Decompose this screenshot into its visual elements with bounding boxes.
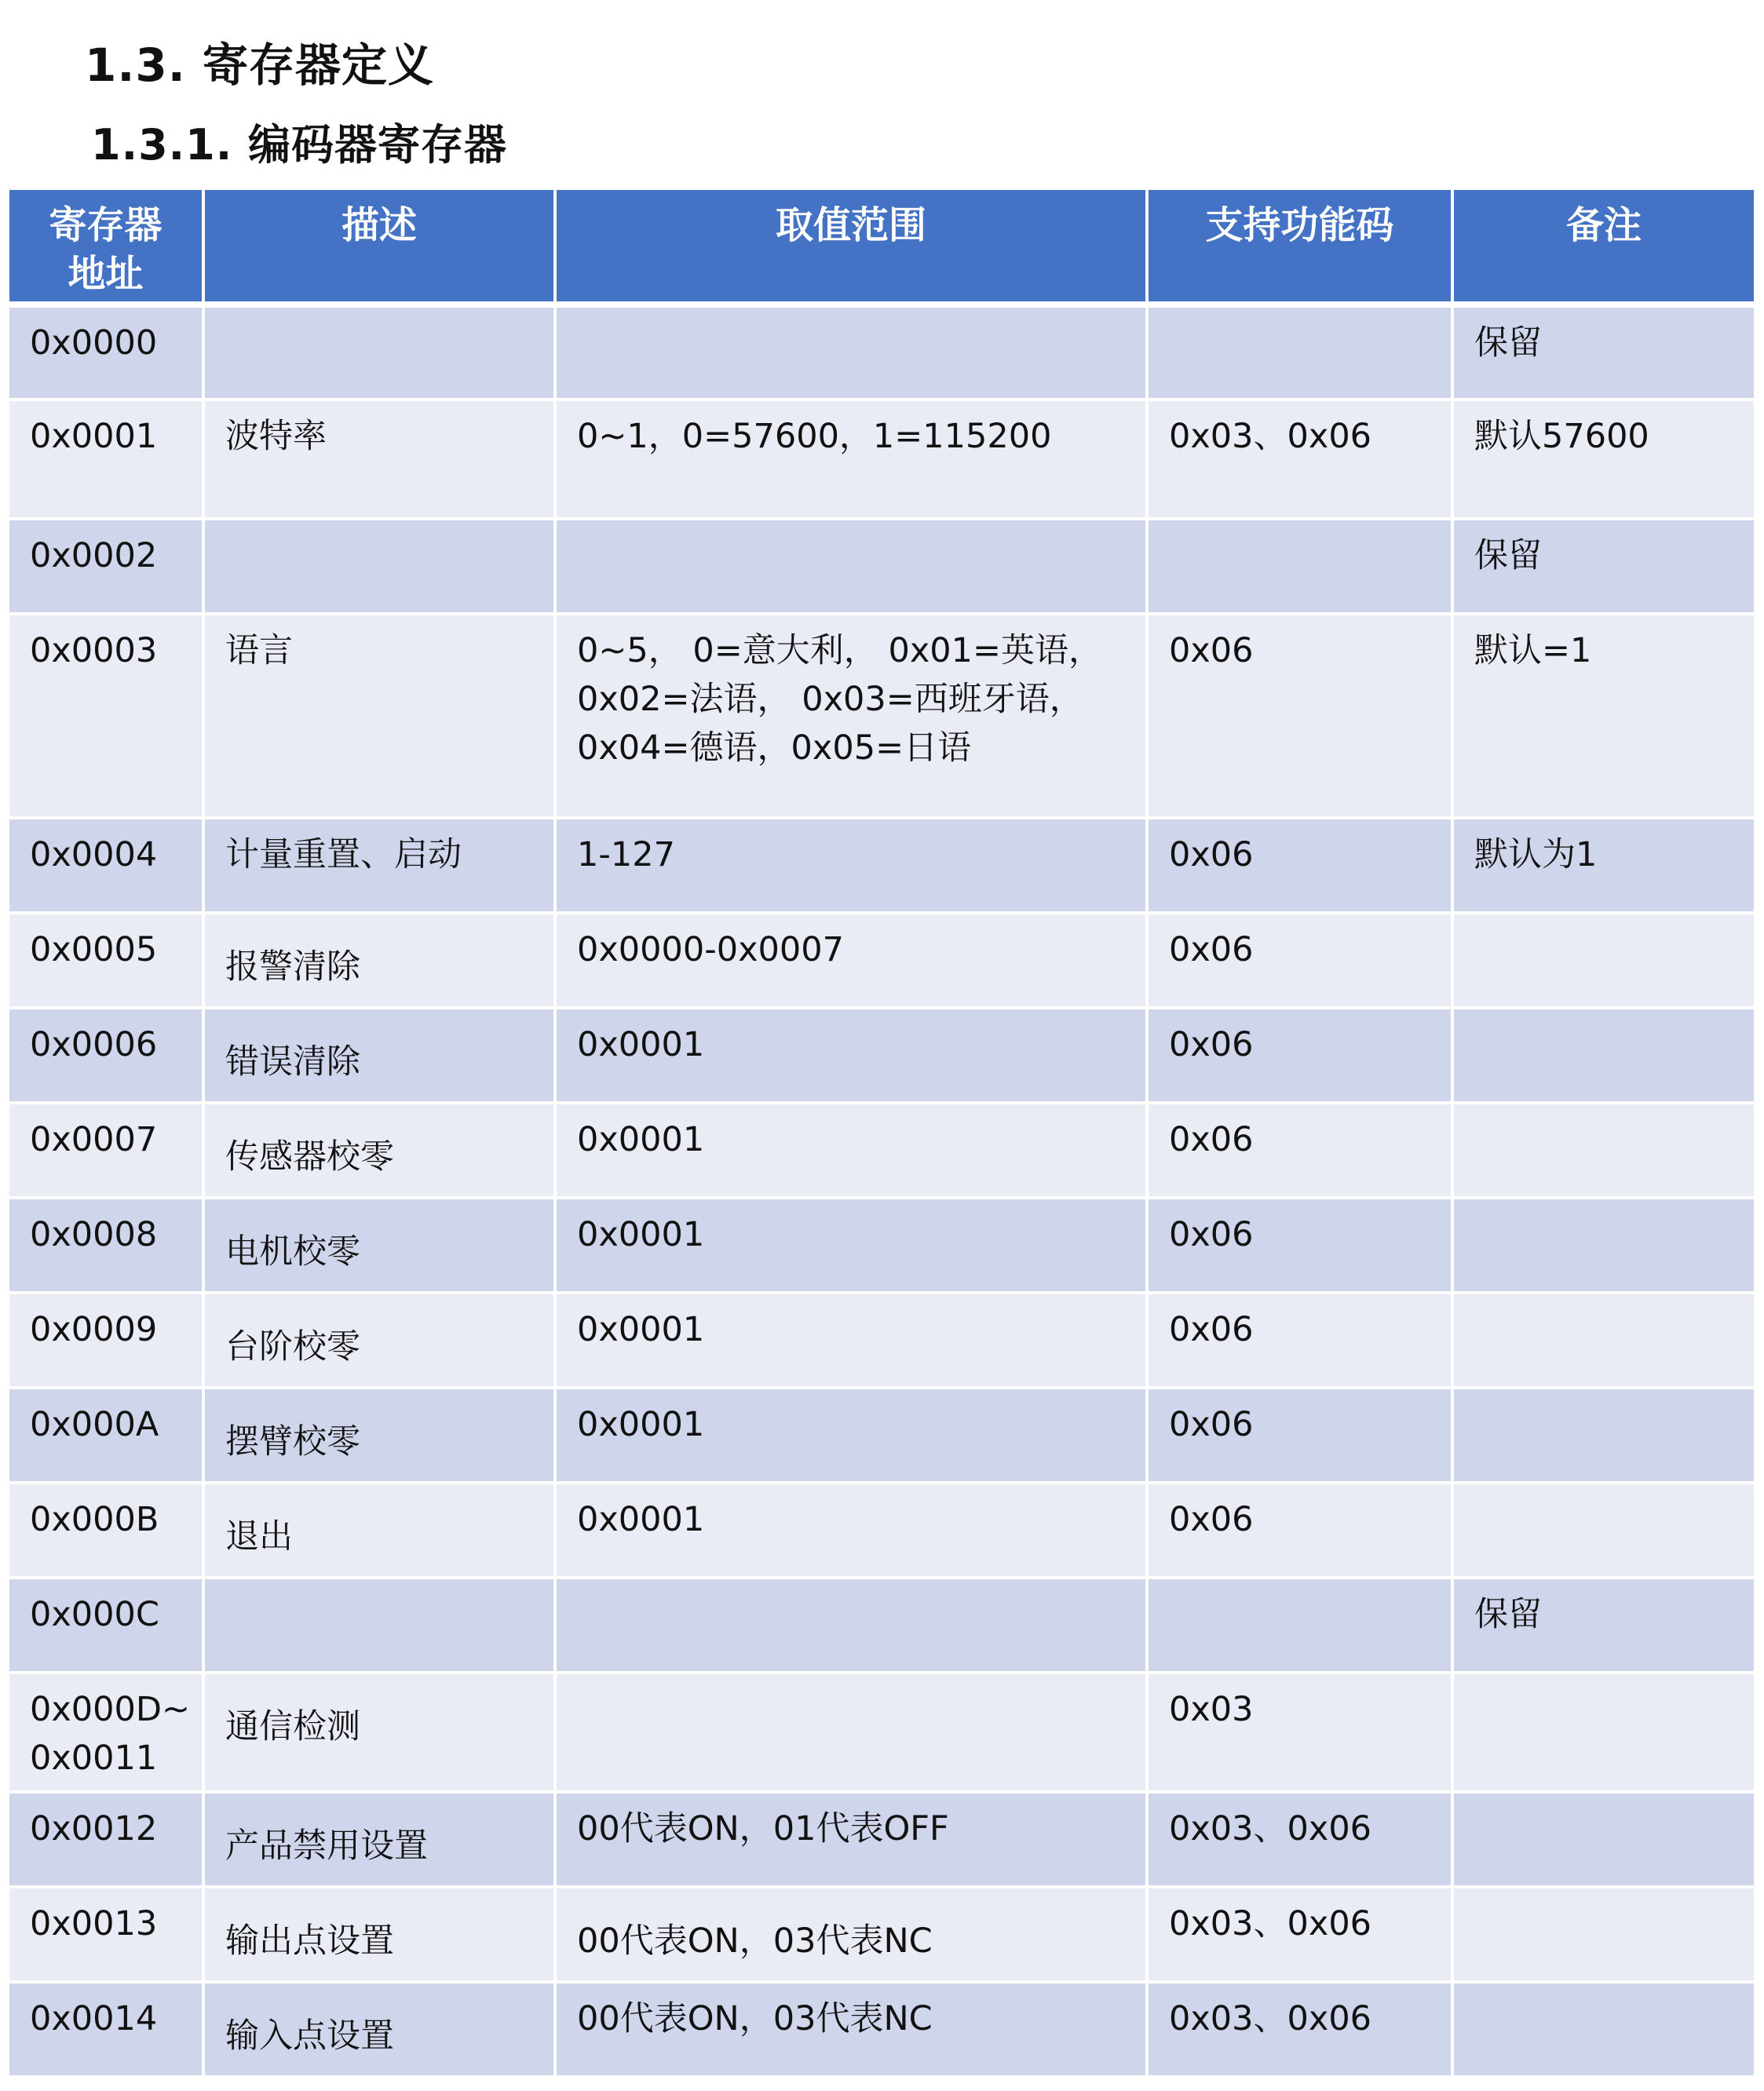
cell-address: 0x0009 bbox=[8, 1293, 203, 1388]
cell-function-code: 0x06 bbox=[1147, 1293, 1452, 1388]
cell-note: 默认57600 bbox=[1452, 400, 1755, 519]
cell-description: 传感器校零 bbox=[203, 1103, 555, 1198]
cell-function-code: 0x06 bbox=[1147, 1198, 1452, 1293]
cell-note: 保留 bbox=[1452, 305, 1755, 400]
cell-function-code bbox=[1147, 305, 1452, 400]
table-row bbox=[8, 1388, 1755, 1483]
table-row bbox=[8, 1982, 1755, 2077]
cell-function-code: 0x03、0x06 bbox=[1147, 1792, 1452, 1887]
cell-address: 0x0013 bbox=[8, 1887, 203, 1982]
table-row bbox=[8, 519, 1755, 614]
table-row bbox=[8, 305, 1755, 400]
register-table bbox=[6, 187, 1757, 2078]
cell-address: 0x0006 bbox=[8, 1008, 203, 1103]
cell-function-code: 0x03、0x06 bbox=[1147, 1887, 1452, 1982]
cell-function-code: 0x03 bbox=[1147, 1673, 1452, 1792]
cell-note bbox=[1452, 1198, 1755, 1293]
cell-function-code: 0x06 bbox=[1147, 1388, 1452, 1483]
cell-range bbox=[555, 1673, 1147, 1792]
cell-address: 0x0000 bbox=[8, 305, 203, 400]
cell-note: 默认=1 bbox=[1452, 614, 1755, 818]
cell-description bbox=[203, 1578, 555, 1673]
cell-description: 通信检测 bbox=[203, 1673, 555, 1792]
cell-address-line2: 0x0011 bbox=[30, 1739, 158, 1778]
cell-address: 0x0005 bbox=[8, 913, 203, 1008]
cell-range: 00代表ON，03代表NC bbox=[555, 1982, 1147, 2077]
table-row bbox=[8, 1293, 1755, 1388]
cell-description: 计量重置、启动 bbox=[203, 818, 555, 913]
cell-note: 保留 bbox=[1452, 1578, 1755, 1673]
table-row bbox=[8, 913, 1755, 1008]
cell-note bbox=[1452, 913, 1755, 1008]
cell-range: 00代表ON，01代表OFF bbox=[555, 1792, 1147, 1887]
cell-description: 电机校零 bbox=[203, 1198, 555, 1293]
cell-address: 0x0002 bbox=[8, 519, 203, 614]
cell-note bbox=[1452, 1008, 1755, 1103]
cell-range: 0~1，0=57600，1=115200 bbox=[555, 400, 1147, 519]
cell-function-code: 0x06 bbox=[1147, 913, 1452, 1008]
cell-address: 0x0012 bbox=[8, 1792, 203, 1887]
table-row bbox=[8, 614, 1755, 818]
cell-function-code: 0x03、0x06 bbox=[1147, 1982, 1452, 2077]
cell-address: 0x0007 bbox=[8, 1103, 203, 1198]
cell-description: 语言 bbox=[203, 614, 555, 818]
cell-function-code: 0x06 bbox=[1147, 1008, 1452, 1103]
cell-description: 波特率 bbox=[203, 400, 555, 519]
cell-address bbox=[8, 1673, 203, 1792]
cell-range: 0x0000-0x0007 bbox=[555, 913, 1147, 1008]
cell-function-code: 0x06 bbox=[1147, 614, 1452, 818]
cell-range bbox=[555, 305, 1147, 400]
header-note: 备注 bbox=[1452, 188, 1755, 305]
cell-note bbox=[1452, 1293, 1755, 1388]
table-header-row bbox=[8, 188, 1755, 305]
section-title: 1.3. 寄存器定义 bbox=[85, 38, 434, 92]
header-address-line1: 寄存器 bbox=[49, 203, 163, 247]
table-row bbox=[8, 1103, 1755, 1198]
header-range: 取值范围 bbox=[555, 188, 1147, 305]
cell-range bbox=[555, 519, 1147, 614]
cell-function-code: 0x06 bbox=[1147, 1103, 1452, 1198]
table-row bbox=[8, 1483, 1755, 1578]
header-function-code: 支持功能码 bbox=[1147, 188, 1452, 305]
cell-function-code bbox=[1147, 1578, 1452, 1673]
cell-function-code: 0x06 bbox=[1147, 1483, 1452, 1578]
cell-note bbox=[1452, 1103, 1755, 1198]
table-row bbox=[8, 1198, 1755, 1293]
cell-description: 错误清除 bbox=[203, 1008, 555, 1103]
cell-description: 摆臂校零 bbox=[203, 1388, 555, 1483]
cell-description: 报警清除 bbox=[203, 913, 555, 1008]
header-address bbox=[8, 188, 203, 305]
table-row bbox=[8, 1578, 1755, 1673]
cell-range: 0x0001 bbox=[555, 1103, 1147, 1198]
cell-function-code: 0x06 bbox=[1147, 818, 1452, 913]
cell-function-code bbox=[1147, 519, 1452, 614]
header-address-line2: 地址 bbox=[68, 252, 144, 296]
table-row bbox=[8, 1008, 1755, 1103]
cell-description: 退出 bbox=[203, 1483, 555, 1578]
cell-address: 0x000A bbox=[8, 1388, 203, 1483]
cell-note: 默认为1 bbox=[1452, 818, 1755, 913]
cell-description: 输入点设置 bbox=[203, 1982, 555, 2077]
cell-range: 00代表ON，03代表NC bbox=[555, 1887, 1147, 1982]
cell-description: 输出点设置 bbox=[203, 1887, 555, 1982]
cell-address-line1: 0x000D~ bbox=[30, 1690, 191, 1729]
cell-range bbox=[555, 1578, 1147, 1673]
header-description: 描述 bbox=[203, 188, 555, 305]
cell-range: 0x0001 bbox=[555, 1388, 1147, 1483]
cell-note bbox=[1452, 1483, 1755, 1578]
cell-range: 0x0001 bbox=[555, 1483, 1147, 1578]
cell-description bbox=[203, 305, 555, 400]
cell-range: 0~5， 0=意大利， 0x01=英语， 0x02=法语， 0x03=西班牙语， 0x04=德语，0x05=日语 bbox=[555, 614, 1147, 818]
table-row bbox=[8, 1792, 1755, 1887]
table-row bbox=[8, 1887, 1755, 1982]
cell-note: 保留 bbox=[1452, 519, 1755, 614]
cell-note bbox=[1452, 1673, 1755, 1792]
cell-description bbox=[203, 519, 555, 614]
cell-address: 0x0001 bbox=[8, 400, 203, 519]
table-row bbox=[8, 400, 1755, 519]
cell-address: 0x000B bbox=[8, 1483, 203, 1578]
cell-description: 台阶校零 bbox=[203, 1293, 555, 1388]
cell-range: 1-127 bbox=[555, 818, 1147, 913]
cell-note bbox=[1452, 1388, 1755, 1483]
cell-address: 0x0008 bbox=[8, 1198, 203, 1293]
cell-description: 产品禁用设置 bbox=[203, 1792, 555, 1887]
cell-note bbox=[1452, 1792, 1755, 1887]
cell-note bbox=[1452, 1982, 1755, 2077]
cell-range: 0x0001 bbox=[555, 1293, 1147, 1388]
cell-address: 0x0003 bbox=[8, 614, 203, 818]
cell-address: 0x0014 bbox=[8, 1982, 203, 2077]
table-row bbox=[8, 818, 1755, 913]
subsection-title: 1.3.1. 编码器寄存器 bbox=[91, 120, 508, 170]
cell-range: 0x0001 bbox=[555, 1008, 1147, 1103]
cell-address: 0x0004 bbox=[8, 818, 203, 913]
cell-range: 0x0001 bbox=[555, 1198, 1147, 1293]
cell-address: 0x000C bbox=[8, 1578, 203, 1673]
cell-note bbox=[1452, 1887, 1755, 1982]
table-row bbox=[8, 1673, 1755, 1792]
cell-function-code: 0x03、0x06 bbox=[1147, 400, 1452, 519]
